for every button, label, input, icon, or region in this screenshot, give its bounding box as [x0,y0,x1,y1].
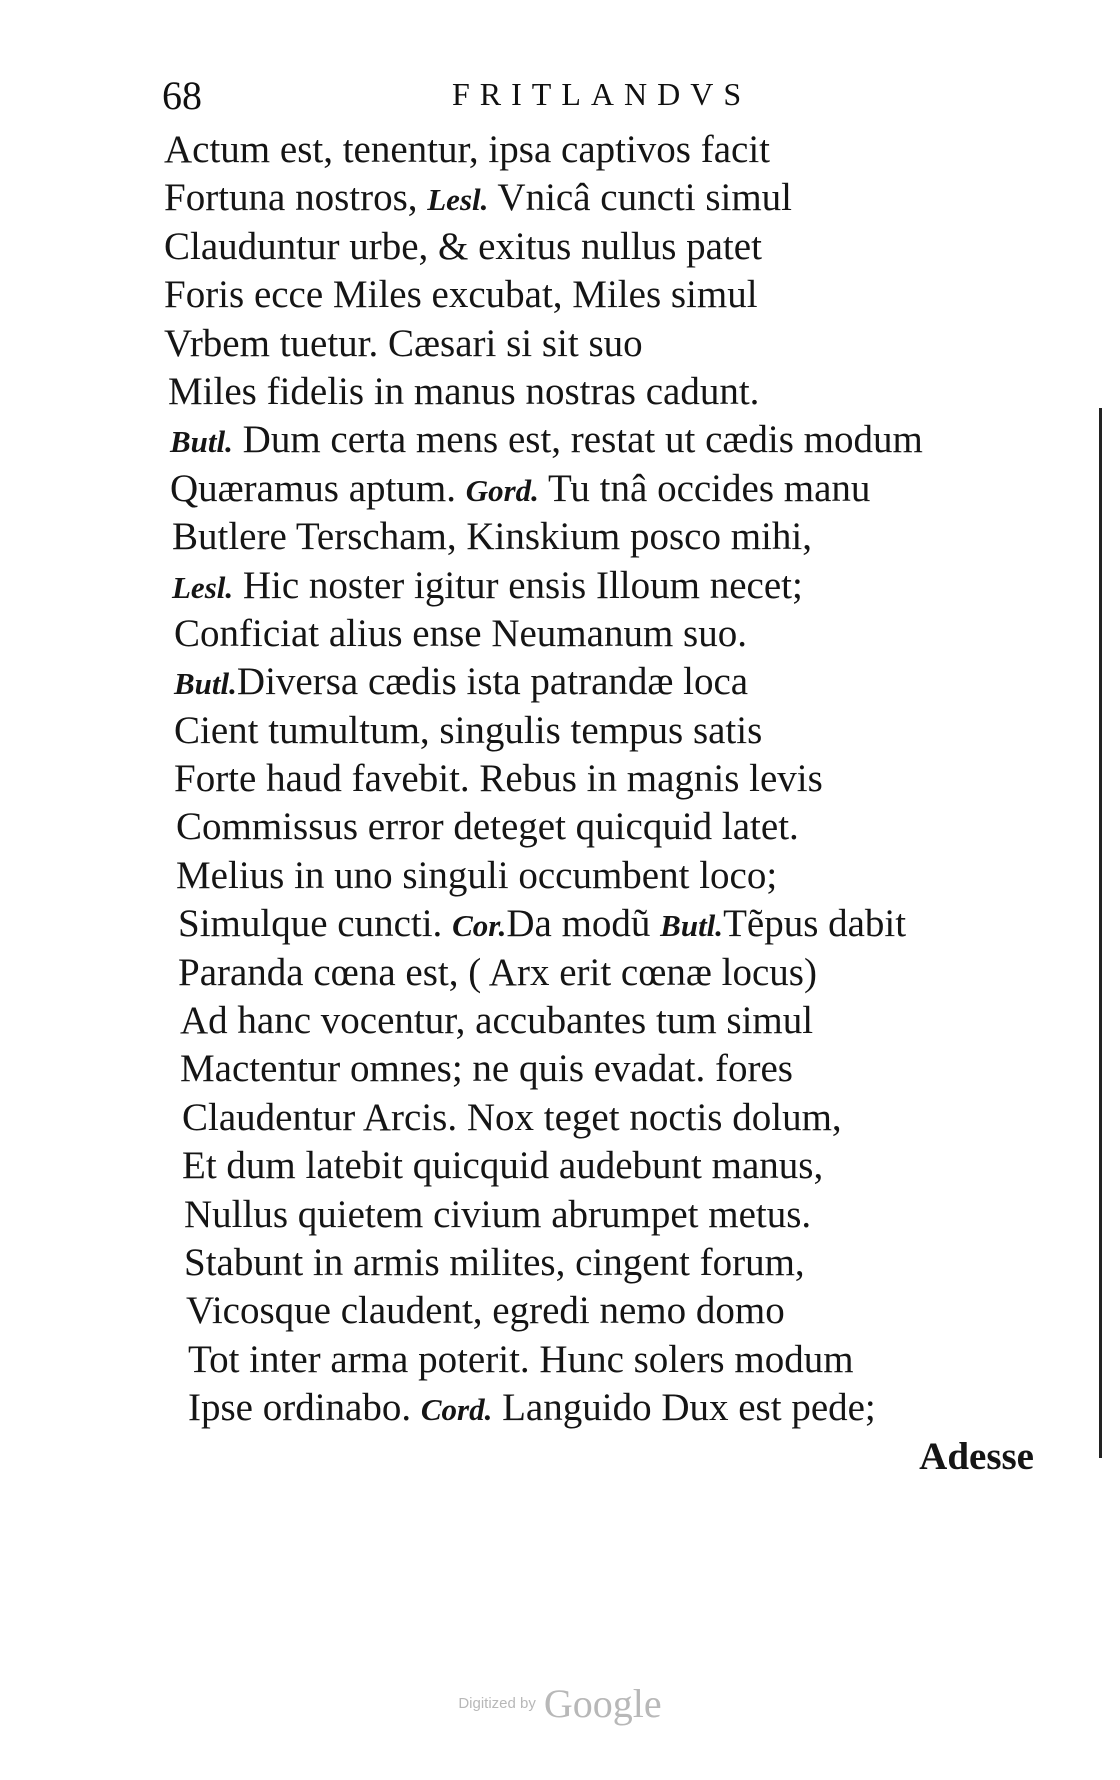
verse-line [164,707,1064,755]
digitized-watermark [0,1680,1120,1727]
watermark-logo-text: Google [543,1681,662,1726]
verse-text: Cient tumultum, singulis tempus satis [174,708,763,752]
verse-text: Ipse ordinabo. [188,1386,421,1430]
speaker-name: Butl. [174,666,237,702]
verse-line [164,1239,1064,1287]
page-header [162,72,802,122]
verse-text: Quæramus aptum. [170,466,466,510]
verse-line [164,852,1064,900]
verse-line [164,465,1064,513]
verse-line [164,1384,1064,1432]
verse-line [164,755,1064,803]
verse-text: Ad hanc vocentur, accubantes tum simul [180,999,814,1043]
margin-rule [1099,408,1102,1458]
verse-text: Tu tnâ occides manu [538,466,871,510]
verse-line [164,174,1064,222]
verse-line [164,658,1064,706]
verse-text: Forte haud favebit. Rebus in magnis levis [174,757,823,801]
speaker-name: Cor. [452,908,507,944]
verse-text: Paranda cœna est, ( Arx erit cœnæ locus) [178,950,817,994]
verse-text: Actum est, tenentur, ipsa captivos facit [164,128,771,171]
verse-line [164,900,1064,948]
verse-line [164,562,1064,610]
verse-block [164,126,1064,1481]
verse-text: Diversa cædis ista patrandæ loca [236,660,749,704]
page-number: 68 [162,73,202,118]
verse-line [164,271,1064,319]
verse-line [164,610,1064,658]
verse-text: Languido Dux est pede; [492,1386,876,1430]
verse-text: Conficiat alius ense Neumanum suo. [174,611,747,655]
verse-line [164,368,1064,416]
verse-line [164,1336,1064,1384]
speaker-name: Lesl. [427,182,489,218]
running-head: FRITLANDVS [452,76,752,112]
verse-text: Commissus error deteget quicquid latet. [176,805,799,849]
verse-text: Fortuna nostros, [164,176,428,220]
verse-line [164,949,1064,997]
verse-line [164,1142,1064,1190]
verse-line [164,416,1064,464]
speaker-name: Butl. [660,908,724,944]
catchword: Adesse [919,1434,1034,1478]
verse-text: Hic noster igitur ensis Illoum necet; [233,563,803,607]
verse-text: Claudentur Arcis. Nox teget noctis dolum, [182,1095,842,1139]
verse-line [164,126,1064,174]
verse-text: Dum certa mens est, restat ut cædis modum [232,418,923,462]
verse-line [164,513,1064,561]
verse-line [164,1045,1064,1093]
watermark-small-text: Digitized by [458,1695,536,1712]
speaker-name: Cord. [420,1392,493,1428]
verse-text: Et dum latebit quicquid audebunt manus, [182,1144,824,1188]
verse-text: Melius in uno singuli occumbent loco; [176,853,778,897]
verse-text: Vicosque claudent, egredi nemo domo [186,1289,785,1333]
speaker-name: Lesl. [172,569,234,605]
speaker-name: Gord. [465,472,539,508]
verse-text: Vrbem tuetur. Cæsari si sit suo [164,321,643,365]
verse-text: Miles fidelis in manus nostras cadunt. [168,369,760,413]
speaker-name: Butl. [170,424,233,460]
verse-text: Nullus quietem civium abrumpet metus. [184,1192,812,1236]
verse-line [164,1191,1064,1239]
verse-line [164,803,1064,851]
verse-line [164,1094,1064,1142]
verse-text: Simulque cuncti. [178,902,453,946]
verse-text: Tẽpus dabit [723,902,907,946]
verse-text: Clauduntur urbe, & exitus nullus patet [164,224,762,268]
verse-line [164,223,1064,271]
verse-text: Foris ecce Miles excubat, Miles simul [164,273,758,317]
verse-line [164,1287,1064,1335]
verse-text: Butlere Terscham, Kinskium posco mihi, [172,515,812,559]
verse-text: Vnicâ cuncti simul [488,176,793,220]
verse-text: Mactentur omnes; ne quis evadat. fores [180,1047,793,1091]
verse-text: Da modũ [506,902,661,946]
verse-text: Stabunt in armis milites, cingent forum, [184,1240,805,1284]
verse-text: Tot inter arma poterit. Hunc solers modum [188,1337,854,1381]
verse-line [164,320,1064,368]
verse-line [164,997,1064,1045]
